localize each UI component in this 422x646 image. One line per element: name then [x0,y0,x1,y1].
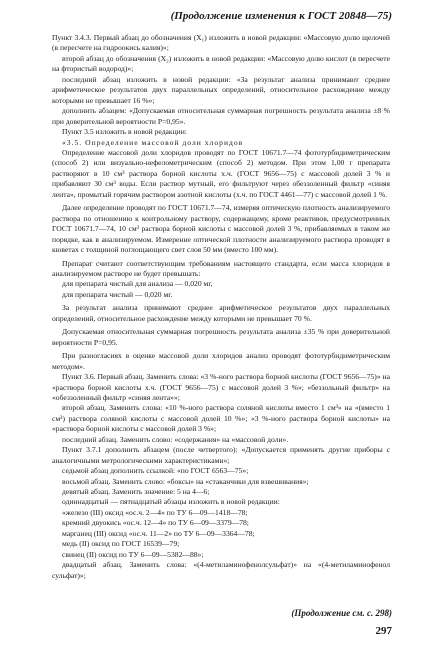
paragraph: «железо (III) оксид «ос.ч. 2—4» по ТУ 6—09—1418—78; [62,507,248,517]
paragraph: для препарата чистый — 0,020 мг. [62,289,173,299]
section-heading: «3.5. Определение массовой доли хлоридов [62,137,244,147]
paragraph: второй абзац. Заменить слова: «10 %-ного раствора соляной кислоты вместо 1 см³» на «(вместо 1 см³) раствора соляной кислоты с массовой долей 10 %»; «3 %-ного раствора борной кислоты» на «раствора борной кислоты с массовой долей 3 %»; [52,403,390,434]
paragraph: седьмой абзац дополнить ссылкой: «по ГОСТ 6563—75»; [62,466,249,476]
paragraph: восьмой абзац. Заменить слово: «боксы» на «стаканчики для взвешивания»; [62,476,309,486]
paragraph: последний абзац изложить в новой редакции: «За результат анализа принимают среднее арифметическое результатов двух параллельных определений, относительное расхождение между которыми не превышает 16 %»; [52,74,390,105]
paragraph: Определение массовой доли хлоридов проводят по ГОСТ 10671.7—74 фототурбидиметрическим (способ 2) или визуально-нефелометрическим (способ 2) методом. При этом 1,00 г препарата растворяют в 10 см³ раствора борной кислоты х.ч. (ГОСТ 9656—75) с массовой долей 3 % и прибавляют 30 см³ воды. Если раствор мутный, его фильтруют через обеззоленный фильтр «синяя лента», промытый горячим раствором азотной кислоты (х.ч. по ГОСТ 4461—77) с массовой долей 1 %. [52,147,390,199]
paragraph: одиннадцатый — пятнадцатый абзацы изложить в новой редакции: [62,497,280,507]
paragraph: Препарат считают соответствующим требованиям настоящего стандарта, если масса хлоридов в анализируемом растворе не будет превышать: [52,258,390,278]
paragraph: марганец (III) оксид «ос.ч. 11—2» по ТУ 6—09—3364—78; [62,528,255,538]
paragraph: второй абзац до обозначения (X₂) изложить в новой редакции: «Массовую долю кислот (в пересчете на фтористый водород)»; [52,53,390,74]
continuation-note: (Продолжение см. с. 298) [291,608,392,618]
paragraph: последний абзац. Заменить слово: «содержания» на «массовой доли». [62,434,289,444]
paragraph: двадцатый абзац. Заменить слова: «(4-метиламинофенолсульфат)» на «(4-метиламинофенол сульфат)»; [52,560,390,580]
paragraph: кремний двуокись «ос.ч. 12—4» по ТУ 6—09—3379—78; [62,518,249,528]
paragraph: Пункт 3.7.1 дополнить абзацем (после четвертого): «Допускается применять другие приборы с аналогичными метрологическими характеристиками»; [52,445,390,465]
paragraph: для препарата чистый для анализа — 0,020 мг, [62,279,213,289]
paragraph: Пункт 3.6. Первый абзац. Заменить слова: «3 %-ного раствора борной кислоты (ГОСТ 9656—75)» на «раствора борной кислоты х.ч. (ГОСТ 9656—75) с массовой долей 3 %»; «беззольный фильтр» на «обеззоленный фильтр «синяя лента»»; [52,372,390,402]
paragraph: медь (II) оксид по ГОСТ 16539—79; [62,539,180,549]
paragraph: Допускаемая относительная суммарная погрешность результата анализа ±35 % при доверительной вероятности P=0,95. [52,327,390,347]
page-header: (Продолжение изменения к ГОСТ 20848—75) [170,10,392,22]
paragraph: дополнить абзацем: «Допускаемая относительная суммарная погрешность результата анализа ±8 % при доверительной вероятности P=0,95». [52,106,390,126]
paragraph: За результат анализа принимают среднее арифметическое результатов двух параллельных определений, относительное расхождение между которыми не превышает 70 %. [52,303,390,323]
paragraph: Пункт 3.5 изложить в новой редакции: [62,127,187,137]
paragraph: Далее определение проводят по ГОСТ 10671.7—74, измеряя оптическую плотность анализируемого раствора по отношению к контрольному раствору, содержащему, кроме реактивов, предусмотренных ГОСТ 10671.7—74, 10 см³ раствора борной кислоты с массовой долей 3 %, прибавляемых в таком же порядке, как в анализируемом. Измерение оптической плотности анализируемого раствора проводят в кюветах с толщиной поглощающего свет слоя 50 мм (вместо 100 мм). [52,203,390,255]
document-body [52,33,390,581]
paragraph: При разногласиях в оценке массовой доли хлоридов анализ проводят фототурбидиметрическим методом». [52,351,390,371]
page-number: 297 [375,625,392,637]
paragraph: свинец (II) оксид по ТУ 6—09—5382—88»; [62,549,204,559]
paragraph: Пункт 3.4.3. Первый абзац до обозначения (X₁) изложить в новой редакции: «Массовую долю щелочей (в пересчете на гидроокись калия)»; [52,33,390,53]
paragraph: девятый абзац. Заменить значение: 5 на 4—6; [62,487,210,497]
